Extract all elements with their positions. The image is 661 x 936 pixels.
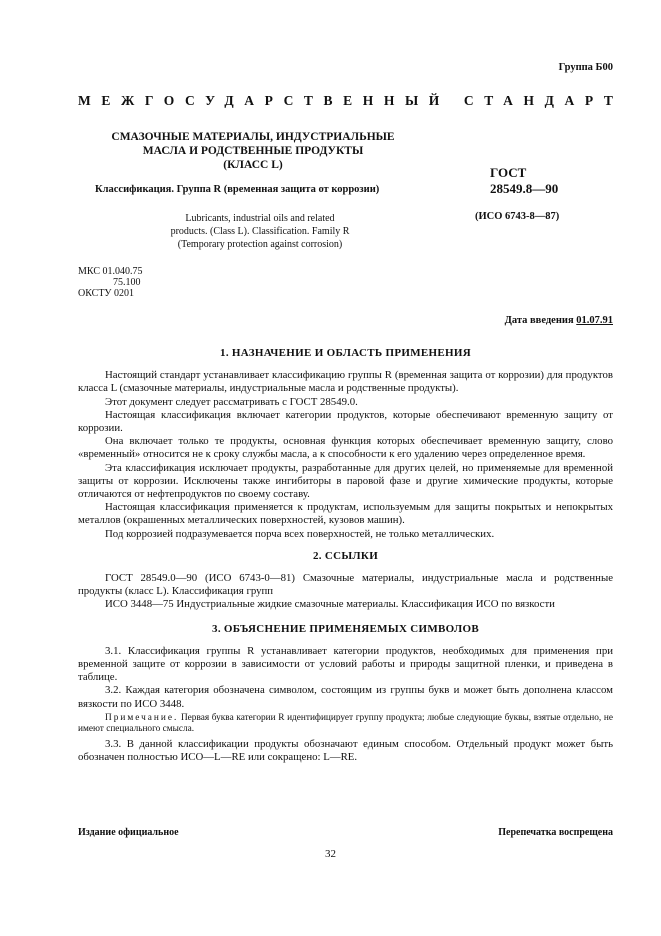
mks-code-2: 75.100 (113, 277, 141, 288)
english-title (140, 212, 380, 251)
english-title-line: products. (Class L). Classification. Family R (170, 226, 350, 237)
paragraph: Этот документ следует рассматривать с ГОСТ 28549.0. (105, 395, 358, 408)
iso-equivalent: (ИСО 6743-8—87) (475, 211, 560, 222)
classification-codes (78, 266, 142, 299)
section-3-heading: 3. ОБЪЯСНЕНИЕ ПРИМЕНЯЕМЫХ СИМВОЛОВ (212, 622, 479, 635)
note-label: Примечание. (105, 712, 179, 723)
note (78, 713, 613, 736)
paragraph: Настоящая классификация применяется к продуктам, используемым для защиты покрытых и непокрытых металлов (окрашенных металлических поверхностей, кузовов машин). (78, 501, 613, 527)
reference-item: ГОСТ 28549.0—90 (ИСО 6743-0—81) Смазочные материалы, индустриальные масла и родственные продукты (класс L). Классификация групп (78, 572, 613, 598)
mks-code: МКС 01.040.75 (78, 266, 143, 277)
document-title (88, 130, 418, 172)
gost-number: 28549.8—90 (490, 181, 559, 196)
paragraph: Она включает только те продукты, основная функция которых обеспечивает временную защиту, слово «временный» относится не к сроку службы масла, а к способности к его удалению через определенное время. (78, 435, 613, 461)
paragraph: 3.3. В данной классификации продукты обозначают единым способом. Отдельный продукт может быть обозначен полностью ИСО—L—RE или сокращено: L—RE. (78, 737, 613, 764)
group-code: Группа Б00 (558, 62, 613, 73)
reference-item: ИСО 3448—75 Индустриальные жидкие смазочные материалы. Классификация ИСО по вязкости (105, 598, 555, 611)
paragraph: 3.2. Каждая категория обозначена символом, состоящим из группы букв и может быть дополнена классом вязкости по ИСО 3448. (78, 684, 613, 710)
paragraph: Настоящий стандарт устанавливает классификацию группы R (временная защита от коррозии) для продуктов класса L (смазочные материалы, индустриальные масла и родственные продукты). (78, 369, 613, 395)
paragraph: Настоящая классификация включает категории продуктов, которые обеспечивают временную защиту от коррозии. (78, 408, 613, 435)
note-text: Первая буква категории R идентифицирует группу продукта; любые следующие буквы, взятые отдельно, не имеют специального смысла. (78, 712, 613, 735)
title-line: СМАЗОЧНЫЕ МАТЕРИАЛЫ, ИНДУСТРИАЛЬНЫЕ (111, 131, 395, 143)
gost-label: ГОСТ (490, 165, 527, 180)
document-body (78, 347, 613, 764)
section-2-heading: 2. ССЫЛКИ (312, 549, 379, 562)
official-edition-label: Издание официальное (78, 827, 179, 838)
standard-type-heading: МЕЖГОСУДАРСТВЕННЫЙ СТАНДАРТ (78, 93, 624, 108)
reprint-prohibited-label: Перепечатка воспрещена (498, 827, 613, 838)
paragraph: Под коррозией подразумевается порча всех поверхностей, не только металлических. (105, 527, 495, 540)
effective-date-label: Дата введения (504, 315, 574, 326)
paragraph: 3.1. Классификация группы R устанавливает категории продуктов, необходимых для применения при временной защите от коррозии в зависимости от условий работы и природы защитной пленки, и приведена в таблице. (78, 644, 613, 684)
effective-date (505, 315, 613, 326)
section-1-heading: 1. НАЗНАЧЕНИЕ И ОБЛАСТЬ ПРИМЕНЕНИЯ (220, 347, 471, 359)
okstu-code: ОКСТУ 0201 (78, 288, 135, 299)
page-number: 32 (325, 848, 336, 860)
english-title-line: Lubricants, industrial oils and related (185, 213, 335, 224)
effective-date-value: 01.07.91 (576, 315, 613, 326)
title-line: МАСЛА И РОДСТВЕННЫЕ ПРОДУКТЫ (142, 145, 364, 157)
title-line: (КЛАСС L) (223, 159, 283, 171)
english-title-line: (Temporary protection against corrosion) (177, 239, 343, 250)
gost-designation (490, 165, 558, 197)
paragraph: Эта классификация исключает продукты, разработанные для других целей, но применяемые для временной защиты от коррозии. Исключены также ингибиторы в паровой фазе и другие химические продукты, которые отличаются от нефтепродуктов по своему составу. (78, 461, 613, 501)
classification-subtitle: Классификация. Группа R (временная защита от коррозии) (95, 184, 380, 195)
